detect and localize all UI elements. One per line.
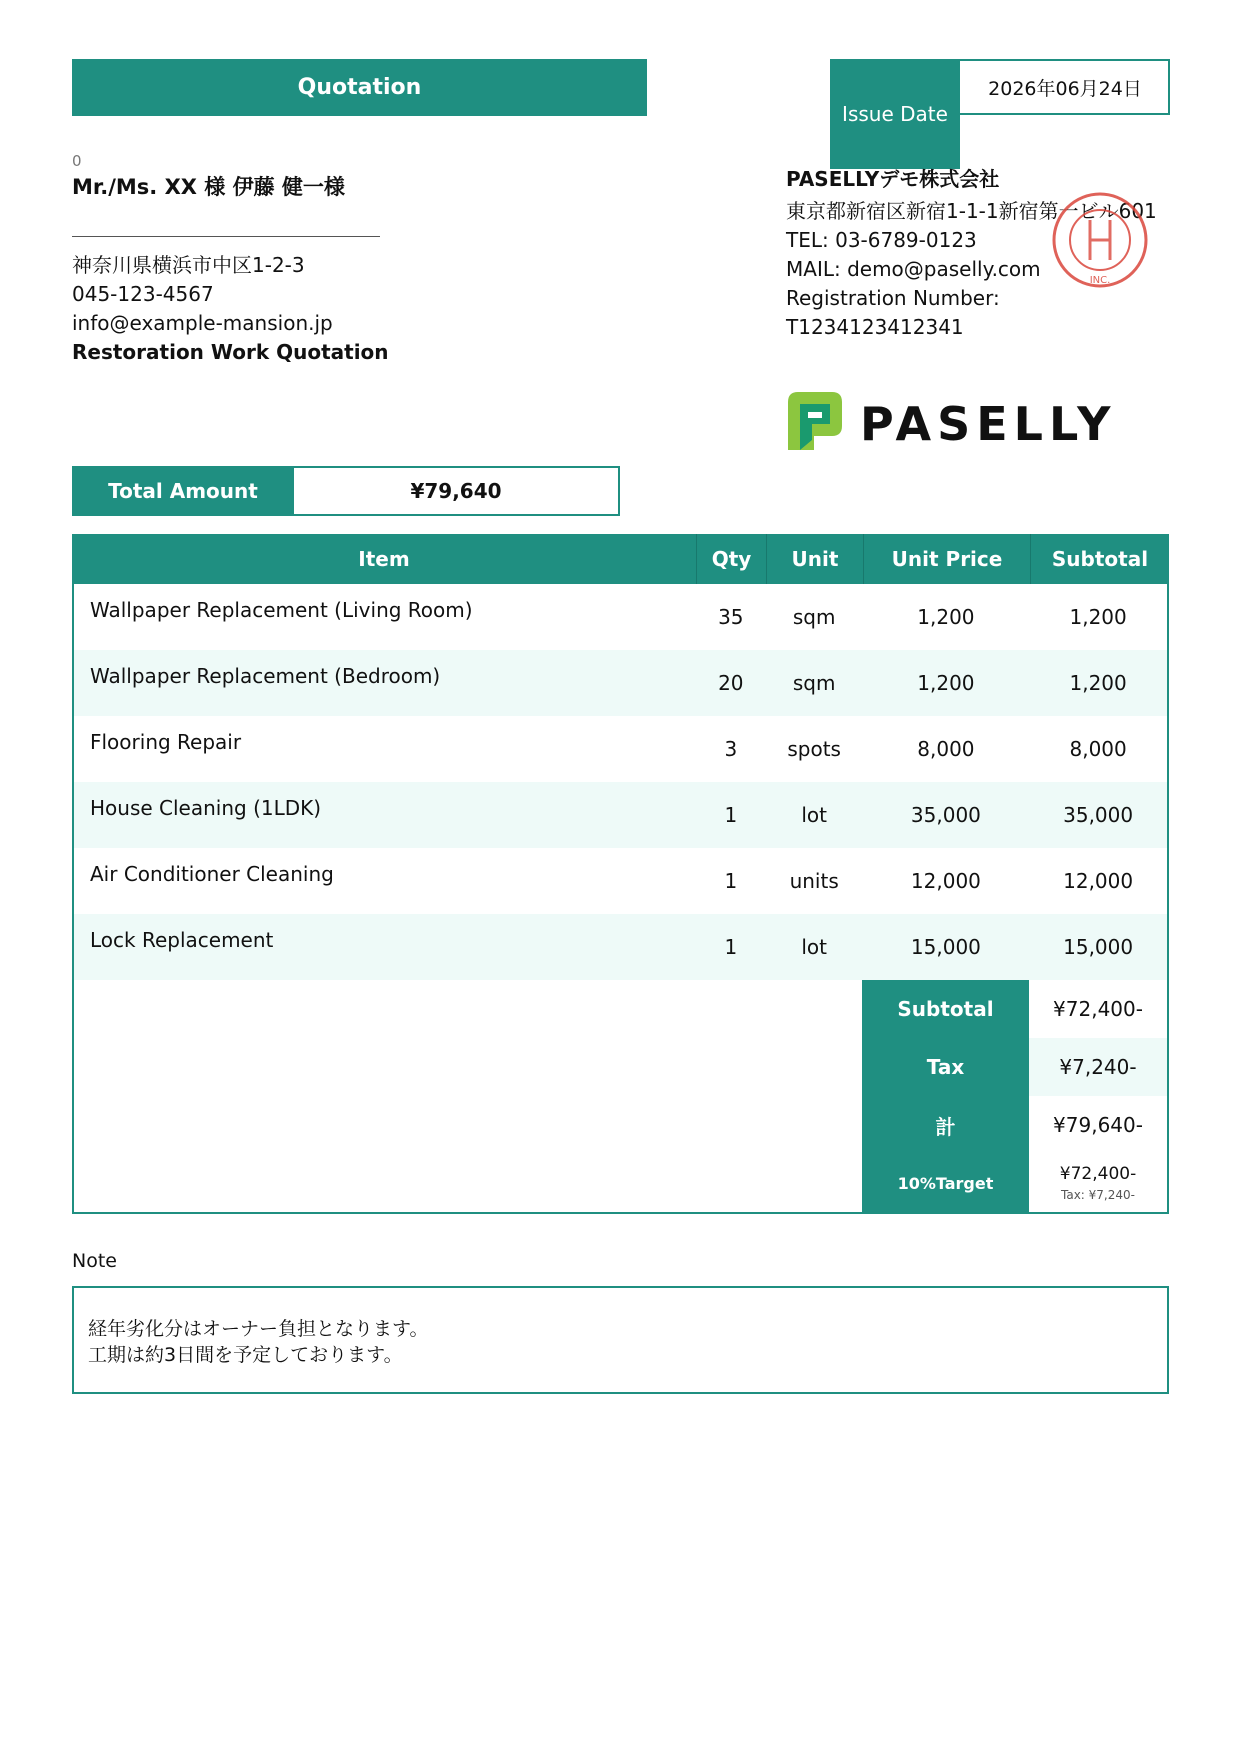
header-subtotal: Subtotal (1051, 547, 1149, 571)
total-amount-label: Total Amount (72, 466, 294, 516)
cell-qty: 20 (718, 671, 744, 695)
summary-total-label: 計 (862, 1096, 1029, 1154)
cell-qty: 3 (724, 737, 738, 761)
items-table-body (74, 584, 1167, 980)
cell-unit-price: 15,000 (910, 935, 981, 959)
table-row (74, 782, 1167, 848)
issue-date-label-text: Issue Date (842, 102, 948, 126)
cell-item: Air Conditioner Cleaning (90, 862, 334, 886)
totals-summary (862, 980, 1167, 1212)
table-row (74, 584, 1167, 650)
cell-subtotal: 35,000 (1063, 803, 1134, 827)
cell-qty: 1 (724, 803, 738, 827)
cell-qty: 1 (724, 935, 738, 959)
svg-text:PASELLY: PASELLY (860, 397, 1116, 451)
cell-unit: lot (801, 935, 827, 959)
cell-subtotal: 8,000 (1069, 737, 1127, 761)
summary-tax-target-row (862, 1154, 1167, 1212)
cell-unit: spots (787, 737, 841, 761)
header-item: Item (72, 534, 697, 584)
registration-number: T1234123412341 (786, 315, 964, 339)
customer-divider (72, 236, 380, 237)
summary-total-row (862, 1096, 1167, 1154)
paselly-logo-icon (786, 390, 1116, 452)
company-address: 東京都新宿区新宿1-1-1新宿第一ビル601 (786, 199, 1157, 223)
quotation-subject: Restoration Work Quotation (72, 340, 389, 364)
cell-item: House Cleaning (1LDK) (90, 796, 322, 820)
note-label: Note (72, 1250, 117, 1272)
cell-qty: 35 (718, 605, 744, 629)
cell-item: Wallpaper Replacement (Bedroom) (90, 664, 441, 688)
cell-item: Wallpaper Replacement (Living Room) (90, 598, 473, 622)
summary-tax-target-label: 10%Target (862, 1154, 1029, 1212)
cell-subtotal: 1,200 (1069, 671, 1127, 695)
summary-subtotal-row (862, 980, 1167, 1038)
total-amount-value: ¥79,640 (292, 466, 620, 516)
cell-unit-price: 1,200 (917, 605, 975, 629)
cell-unit-price: 35,000 (910, 803, 981, 827)
cell-subtotal: 15,000 (1063, 935, 1134, 959)
summary-tax-target-tax: Tax: ¥7,240- (1061, 1188, 1135, 1202)
cell-unit: units (789, 869, 839, 893)
company-mail: MAIL: demo@paselly.com (786, 257, 1041, 281)
customer-number: 0 (72, 152, 82, 170)
cell-unit: sqm (792, 671, 836, 695)
table-row (74, 650, 1167, 716)
header-unit-price: Unit Price (864, 534, 1031, 584)
cell-unit-price: 1,200 (917, 671, 975, 695)
table-row (74, 914, 1167, 980)
customer-address: 神奈川県横浜市中区1-2-3 (72, 253, 305, 277)
summary-tax-label: Tax (862, 1038, 1029, 1096)
company-seal-icon (1050, 190, 1150, 290)
cell-qty: 1 (724, 869, 738, 893)
company-tel: TEL: 03-6789-0123 (786, 228, 977, 252)
summary-tax-target-amount: ¥72,400- (1059, 1164, 1137, 1184)
items-table-header (72, 534, 1169, 584)
note-box (72, 1286, 1169, 1394)
summary-tax-target-values (1029, 1154, 1167, 1212)
summary-tax-row (862, 1038, 1167, 1096)
issue-date-label (830, 59, 960, 169)
registration-label: Registration Number: (786, 286, 1000, 310)
cell-unit-price: 12,000 (910, 869, 981, 893)
company-name: PASELLYデモ株式会社 (786, 167, 1000, 191)
note-line: 経年劣化分はオーナー負担となります。 (88, 1318, 429, 1340)
cell-item: Flooring Repair (90, 730, 242, 754)
cell-unit: sqm (792, 605, 836, 629)
header-qty: Qty (697, 534, 767, 584)
summary-subtotal-value: ¥72,400- (1053, 997, 1143, 1021)
cell-unit-price: 8,000 (917, 737, 975, 761)
header-unit: Unit (767, 534, 864, 584)
customer-phone: 045-123-4567 (72, 282, 214, 306)
cell-subtotal: 12,000 (1063, 869, 1134, 893)
customer-name: Mr./Ms. XX 様 伊藤 健一様 (72, 175, 345, 199)
note-line: 工期は約3日間を予定しております。 (88, 1344, 403, 1366)
summary-subtotal-label: Subtotal (862, 980, 1029, 1038)
summary-tax-value: ¥7,240- (1029, 1038, 1167, 1096)
issue-date-value: 2026年06月24日 (988, 77, 1142, 100)
summary-total-value: ¥79,640- (1053, 1113, 1143, 1137)
svg-text:INC.: INC. (1089, 275, 1111, 286)
table-row (74, 716, 1167, 782)
customer-email: info@example-mansion.jp (72, 311, 333, 335)
table-row (74, 848, 1167, 914)
cell-item: Lock Replacement (90, 928, 274, 952)
cell-subtotal: 1,200 (1069, 605, 1127, 629)
cell-unit: lot (801, 803, 827, 827)
document-title: Quotation (72, 59, 647, 116)
